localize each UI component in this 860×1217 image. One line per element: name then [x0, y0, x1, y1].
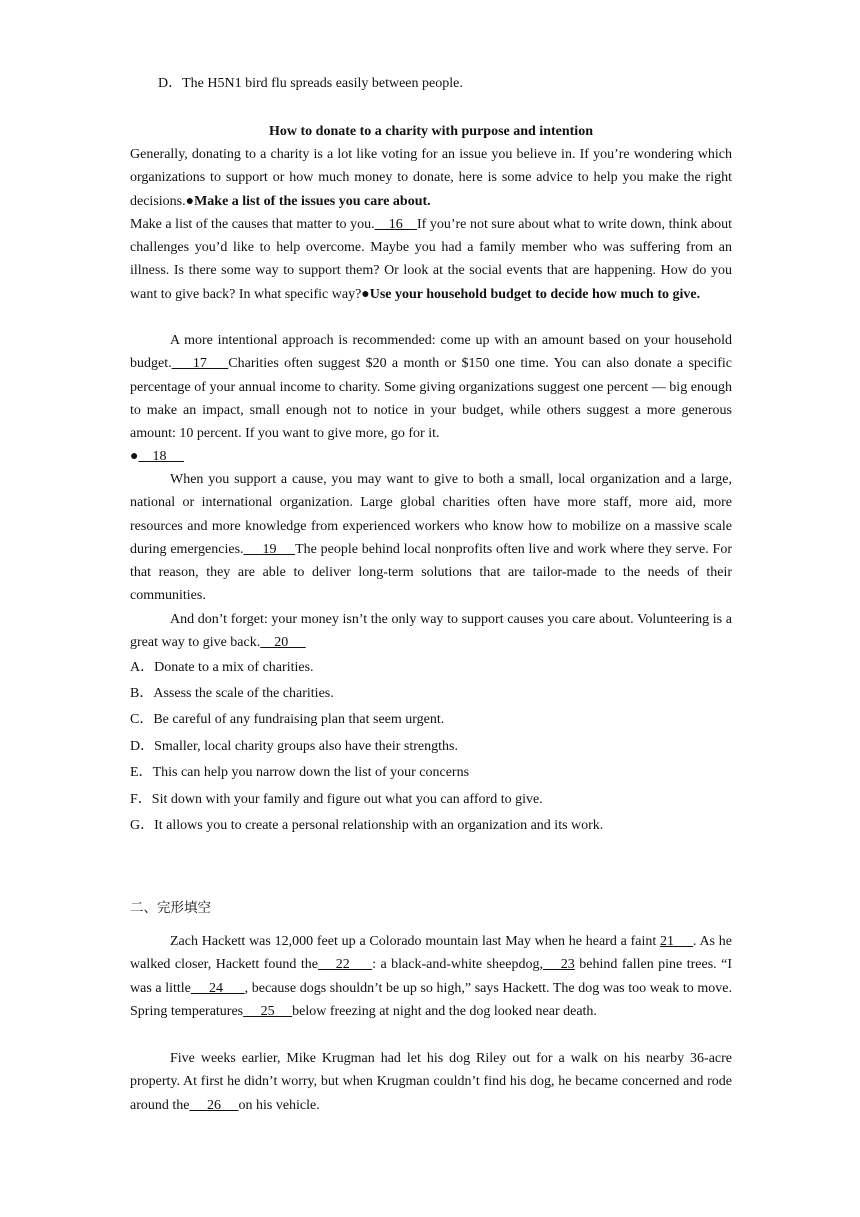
cloze-text: below freezing at night and the dog looked near death.: [292, 1003, 597, 1019]
blank-22[interactable]: 22: [317, 957, 373, 973]
cloze-text: on his vehicle.: [238, 1097, 320, 1113]
option-label: C．: [130, 712, 154, 727]
passage-title: How to donate to a charity with purpose and intention: [269, 124, 593, 139]
cloze-text: Zach Hackett was 12,000 feet up a Colorado mountain last May when he heard a faint: [170, 934, 661, 949]
paragraph-budget: [130, 329, 732, 445]
option-label: E．: [130, 765, 153, 780]
blank-18[interactable]: 18: [138, 449, 184, 464]
option-text: Donate to a mix of charities.: [154, 660, 314, 675]
heading-make-list: ●Make a list of the issues you care about.: [185, 193, 431, 209]
option-d: [130, 735, 458, 758]
passage-intro: [130, 143, 732, 306]
option-a: [130, 656, 314, 679]
option-label: F．: [130, 792, 152, 807]
option-text: Smaller, local charity groups also have their strengths.: [154, 739, 458, 754]
option-g: [130, 814, 603, 837]
cloze-text: behind fallen pine trees. “I was a little: [130, 957, 733, 996]
option-label: G．: [130, 818, 155, 833]
option-text: It allows you to create a personal relationship with an organization and its work.: [154, 818, 604, 833]
option-text: Be careful of any fundraising plan that seem urgent.: [153, 712, 445, 727]
paragraph-3b: The people behind local nonprofits often live and work where they serve. For that reason, they are able to deliver long-term solutions that are tailor-made to the needs of their communities.: [130, 541, 732, 604]
paragraph-volunteer: [130, 608, 732, 655]
blank-19[interactable]: 19: [243, 541, 296, 557]
blank-17[interactable]: 17: [171, 356, 229, 372]
blank-23[interactable]: 23: [542, 957, 575, 973]
intro-text: Generally, donating to a charity is a lot like voting for an issue you believe in. If you’re wondering which organizations to support or how much money to donate, here is some advice to help you make the right decisions.: [130, 147, 732, 209]
paragraph-2a: A more intentional approach is recommended: come up with an amount based on your household budget.: [130, 333, 732, 372]
blank-24[interactable]: 24: [190, 980, 245, 996]
paragraph-3a: When you support a cause, you may want to give to both a small, local organization and a large, national or international organization. Large global charities often have more staff, more aid, more resources and more knowledge from experienced workers who know how to mobilize on a massive scale during emergencies.: [130, 472, 732, 557]
paragraph-1b: If you’re not sure about what to write down, think about challenges you’d like to help overcome. Maybe you had a family member who was suffering from an illness. Is there some way to support them? Or look at the social events that are happening. How do you want to give back? In what specific way?: [130, 216, 733, 302]
option-label: B．: [130, 686, 154, 701]
paragraph-local-global: [130, 468, 732, 608]
option-e: [130, 761, 469, 784]
cloze-text: . As he walked closer, Hackett found the: [130, 934, 732, 973]
option-c: [130, 708, 444, 731]
option-label: D．: [130, 739, 155, 754]
option-b: [130, 682, 334, 705]
option-f: [130, 788, 543, 811]
cloze-text: Five weeks earlier, Mike Krugman had let his dog Riley out for a walk on his nearby 36-acre property. At first he didn’t worry, but when Krugman couldn’t find his dog, he became concerned and rode around the: [130, 1051, 732, 1113]
cloze-text: , because dogs shouldn’t be up so high,” says Hackett. The dog was too weak to move. Spring temperatures: [130, 980, 732, 1019]
paragraph-4a: And don’t forget: your money isn’t the only way to support causes you care about. Volunteering is a great way to give back.: [130, 612, 732, 651]
heading-blank-18: [130, 445, 732, 468]
cloze-paragraph-2: [130, 1047, 732, 1117]
blank-16[interactable]: 16: [374, 216, 417, 232]
paragraph-2b: Charities often suggest $20 a month or $150 one time. You can also donate a specific percentage of your annual income to charity. Some giving organizations suggest one percent — big enough to make an impact, small enough not to notice in your budget, while others suggest a more generous amount: 10 percent. If you want to give more, go for it.: [130, 356, 733, 442]
option-text: The H5N1 bird flu spreads easily between people.: [182, 76, 463, 91]
heading-budget: ●Use your household budget to decide how much to give.: [361, 286, 701, 302]
blank-20[interactable]: 20: [260, 635, 306, 651]
option-text: Assess the scale of the charities.: [153, 686, 334, 701]
paragraph-1a: Make a list of the causes that matter to you.: [130, 216, 375, 232]
cloze-text: : a black-and-white sheepdog,: [372, 957, 543, 973]
option-text: This can help you narrow down the list of your concerns: [152, 765, 470, 780]
option-label: A．: [130, 660, 155, 675]
blank-21[interactable]: 21: [660, 934, 693, 949]
blank-25[interactable]: 25: [243, 1003, 293, 1019]
section-heading-cloze: 二、完形填空: [130, 900, 211, 916]
option-label: D．: [158, 76, 183, 91]
option-text: Sit down with your family and figure out what you can afford to give.: [151, 792, 543, 807]
previous-option-d: [158, 72, 463, 95]
bullet: ●: [130, 449, 139, 464]
blank-26[interactable]: 26: [189, 1097, 239, 1113]
cloze-paragraph-1: [130, 930, 732, 1023]
